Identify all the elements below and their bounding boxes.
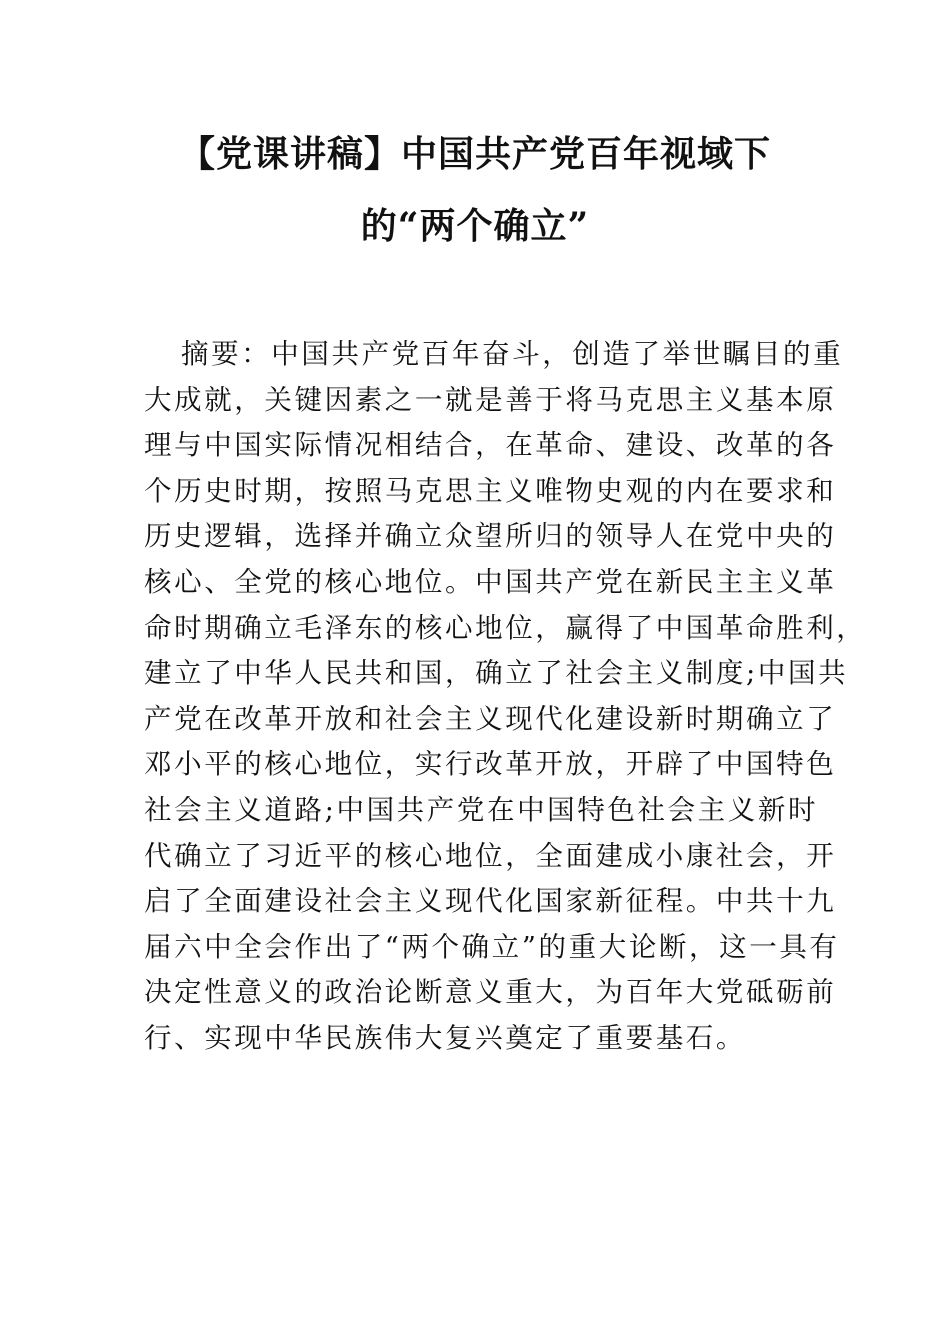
abstract-line: 摘要：中国共产党百年奋斗，创造了举世瞩目的重 — [181, 338, 844, 370]
abstract-line: 产党在改革开放和社会主义现代化建设新时期确立了 — [144, 702, 837, 735]
abstract-line: 大成就，关键因素之一就是善于将马克思主义基本原 — [144, 383, 837, 416]
abstract-line: 个历史时期，按照马克思主义唯物史观的内在要求和 — [144, 474, 837, 507]
abstract-line: 建立了中华人民共和国，确立了社会主义制度;中国共 — [144, 657, 849, 690]
abstract-line: 理与中国实际情况相结合，在革命、建设、改革的各 — [144, 429, 837, 462]
abstract-line: 命时期确立毛泽东的核心地位，赢得了中国革命胜利， — [144, 611, 867, 644]
document-title: 【党课讲稿】中国共产党百年视域下的“两个确立” — [178, 133, 771, 247]
abstract-paragraph — [144, 332, 867, 1062]
abstract-line: 行、实现中华民族伟大复兴奠定了重要基石。 — [144, 1021, 746, 1054]
abstract-line: 决定性意义的政治论断意义重大，为百年大党砥砺前 — [144, 976, 837, 1009]
abstract-line: 社会主义道路;中国共产党在中国特色社会主义新时 — [144, 793, 819, 826]
abstract-line: 邓小平的核心地位，实行改革开放，开辟了中国特色 — [144, 748, 837, 781]
abstract-line: 届六中全会作出了“两个确立”的重大论断，这一具有 — [144, 930, 840, 963]
abstract-line: 代确立了习近平的核心地位，全面建成小康社会，开 — [144, 839, 837, 872]
abstract-line: 核心、全党的核心地位。中国共产党在新民主主义革 — [144, 565, 837, 598]
abstract-line: 历史逻辑，选择并确立众望所归的领导人在党中央的 — [144, 520, 837, 553]
abstract-line: 启了全面建设社会主义现代化国家新征程。中共十九 — [144, 885, 837, 918]
